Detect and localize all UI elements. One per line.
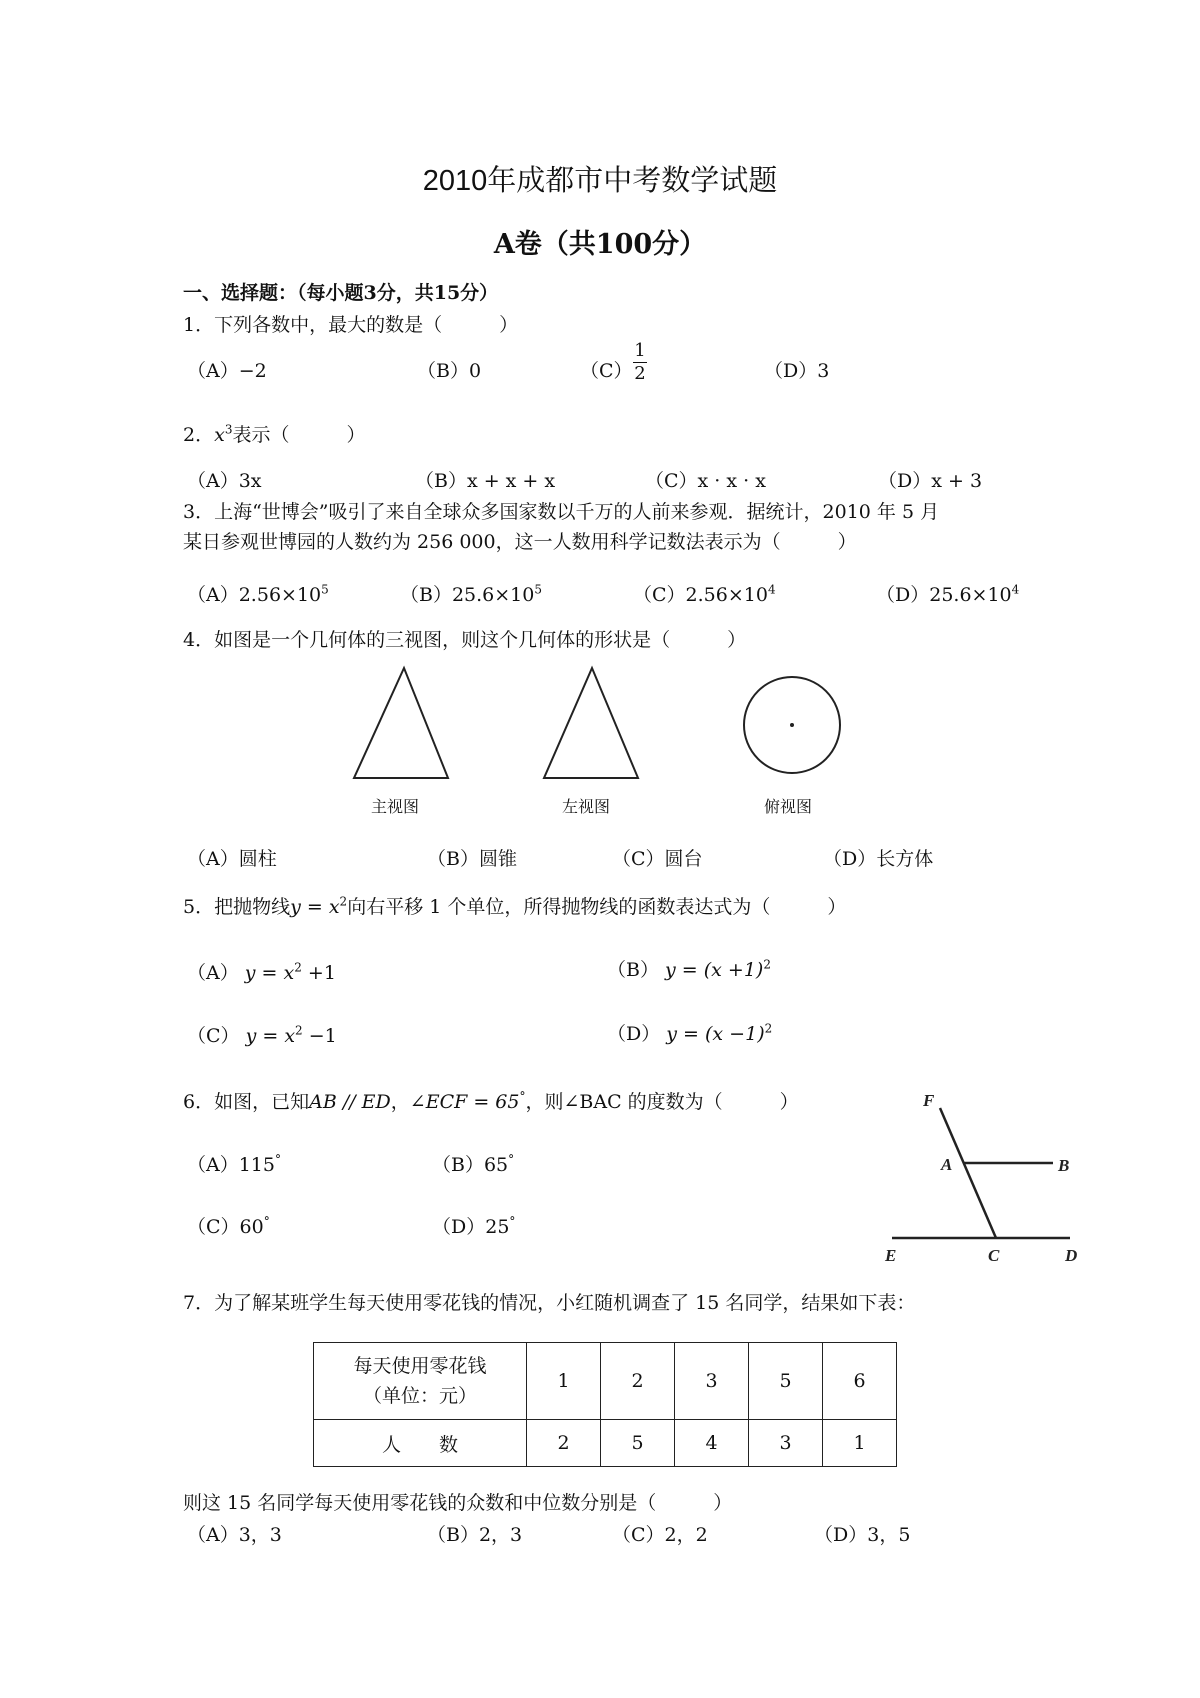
table-cell: 2 [527, 1420, 601, 1467]
q5-stem [183, 892, 846, 919]
point-d-label: D [1065, 1246, 1078, 1265]
table-row [314, 1420, 897, 1467]
q5-option-a-label: （A） [187, 962, 239, 984]
q5-option-c-eq: y = x [245, 1025, 296, 1047]
point-a-label: A [941, 1155, 953, 1174]
point-e-label: E [885, 1246, 897, 1265]
q1-option-c-label: （C） [580, 360, 633, 382]
table-cell: 3 [749, 1420, 823, 1467]
q6-option-d [432, 1212, 515, 1239]
q3-stem-line1: 3．上海“世博会”吸引了来自全球众多国家数以千万的人前来参观．据统计，2010 年 5 月 [183, 501, 940, 523]
table-cell: 3 [675, 1343, 749, 1420]
q6-option-c-deg: ° [263, 1214, 270, 1229]
q6-option-a-deg: ° [275, 1152, 281, 1167]
q6-stem-sep: ， [390, 1091, 410, 1113]
q6-option-d-deg: ° [509, 1214, 516, 1229]
q6-option-d-text: （D）25 [432, 1216, 510, 1238]
q3-option-d-text: （D）25.6×10 [876, 584, 1012, 606]
page-title: 2010年成都市中考数学试题 [422, 165, 778, 197]
side-view-triangle [544, 668, 638, 778]
table-cell: 1 [527, 1343, 601, 1420]
q6-option-b-deg: ° [508, 1152, 515, 1167]
q2-option-b: （B）x + x + x [415, 470, 556, 492]
q3-option-a-exp: 5 [321, 582, 329, 597]
table-header-amount-line1: 每天使用零花钱 [353, 1355, 487, 1377]
q2-option-d: （D）x + 3 [878, 470, 983, 492]
q6-option-b-text: （B）65 [432, 1154, 509, 1176]
q1-fraction-denominator: 2 [634, 363, 646, 384]
q1-option-d: （D）3 [764, 360, 830, 382]
q7-option-d: （D）3，5 [814, 1524, 911, 1546]
q6-option-c [187, 1212, 270, 1239]
q5-option-c-tail: −1 [302, 1025, 337, 1047]
q2-exponent: 3 [224, 422, 233, 437]
q5-option-a [187, 958, 336, 985]
q3-option-a-text: （A）2.56×10 [187, 584, 322, 606]
q5-option-d-exp: 2 [764, 1021, 773, 1036]
q7-option-c: （C）2，2 [612, 1524, 708, 1546]
table-cell: 5 [749, 1343, 823, 1420]
q1-stem: 1．下列各数中，最大的数是（ ） [183, 314, 519, 336]
q5-stem-pre: 5．把抛物线 [183, 896, 291, 918]
q1-fraction-numerator: 1 [634, 340, 646, 361]
q5-option-a-exp: 2 [294, 960, 302, 975]
point-b-label: B [1058, 1156, 1070, 1175]
q3-option-b [400, 580, 542, 607]
q4-option-b: （B）圆锥 [427, 848, 517, 870]
q3-option-b-text: （B）25.6×10 [400, 584, 535, 606]
q6-geometry-figure [860, 1090, 1100, 1270]
q5-option-a-tail: +1 [301, 962, 336, 984]
q6-stem-parallel: AB // ED [309, 1091, 391, 1113]
q5-option-c-label: （C） [187, 1025, 240, 1047]
top-view-center-dot [790, 723, 794, 727]
q2-number: 2． [183, 424, 215, 446]
q2-base: x [214, 424, 225, 446]
q2-option-c: （C）x · x · x [645, 470, 766, 492]
q5-option-a-eq: y = x [244, 962, 295, 984]
q3-option-c-exp: 4 [767, 582, 776, 597]
table-header-amount [314, 1343, 527, 1420]
q7-option-a: （A）3，3 [187, 1524, 282, 1546]
q3-option-d [876, 580, 1019, 607]
q3-option-c-text: （C）2.56×10 [633, 584, 768, 606]
allowance-table [313, 1342, 897, 1467]
q6-option-c-text: （C）60 [187, 1216, 264, 1238]
q6-stem-pre: 6．如图，已知 [183, 1091, 310, 1113]
q2-stem-rest: 表示（ ） [232, 424, 366, 446]
q1-option-c-fraction [633, 340, 647, 385]
q4-option-a: （A）圆柱 [187, 848, 277, 870]
q6-option-a [187, 1150, 281, 1177]
page-subtitle: A卷（共100分） [493, 229, 707, 260]
q5-option-b-label: （B） [607, 959, 659, 981]
q7-follow-up: 则这 15 名同学每天使用零花钱的众数和中位数分别是（ ） [183, 1492, 733, 1514]
point-f-label: F [923, 1091, 935, 1110]
q5-stem-exp: 2 [339, 894, 348, 909]
table-cell: 2 [601, 1343, 675, 1420]
caption-side-view: 左视图 [562, 797, 611, 816]
caption-front-view: 主视图 [371, 797, 420, 816]
q4-option-c: （C）圆台 [612, 848, 703, 870]
table-cell: 1 [823, 1420, 897, 1467]
q5-option-b [607, 955, 771, 982]
q7-option-b: （B）2，3 [427, 1524, 523, 1546]
q5-option-b-eq: y = (x +1) [665, 959, 764, 981]
q5-option-c [187, 1021, 337, 1048]
q3-option-b-exp: 5 [534, 582, 543, 597]
section-heading: 一、选择题：（每小题3分，共15分） [183, 282, 499, 304]
q5-option-b-exp: 2 [763, 957, 771, 972]
q3-stem-line2: 某日参观世博园的人数约为 256 000，这一人数用科学记数法表示为（ ） [183, 531, 857, 553]
q1-option-a: （A）−2 [187, 360, 267, 382]
q5-option-c-exp: 2 [295, 1023, 303, 1038]
q5-option-d-label: （D） [607, 1023, 661, 1045]
table-cell: 5 [601, 1420, 675, 1467]
q7-stem: 7．为了解某班学生每天使用零花钱的情况，小红随机调查了 15 名同学，结果如下表： [183, 1292, 916, 1314]
table-row [314, 1343, 897, 1420]
q6-stem-angle: ∠ECF = 65 [409, 1091, 520, 1113]
q6-stem [183, 1087, 799, 1114]
q2-stem [183, 420, 365, 447]
table-header-amount-line2: （单位：元） [362, 1385, 477, 1407]
q2-option-a: （A）3x [187, 470, 262, 492]
q6-option-a-text: （A）115 [187, 1154, 275, 1176]
table-header-count: 人 数 [314, 1420, 527, 1467]
q3-option-a [187, 580, 329, 607]
q5-stem-post: 向右平移 1 个单位，所得抛物线的函数表达式为（ ） [347, 896, 847, 918]
q5-stem-equation: y = x [290, 896, 340, 918]
q4-option-d: （D）长方体 [823, 848, 934, 870]
q1-option-b: （B）0 [417, 360, 482, 382]
q4-stem: 4．如图是一个几何体的三视图，则这个几何体的形状是（ ） [183, 629, 747, 651]
front-view-triangle [354, 668, 448, 778]
table-cell: 6 [823, 1343, 897, 1420]
q5-option-d-eq: y = (x −1) [666, 1023, 765, 1045]
caption-top-view: 俯视图 [764, 797, 813, 816]
q6-option-b [432, 1150, 514, 1177]
point-c-label: C [988, 1246, 1000, 1265]
q5-option-d [607, 1019, 772, 1046]
q3-option-c [633, 580, 776, 607]
q3-option-d-exp: 4 [1011, 582, 1020, 597]
q6-stem-degree: ° [519, 1089, 526, 1104]
q6-stem-post: ，则∠BAC 的度数为（ ） [525, 1091, 799, 1113]
table-cell: 4 [675, 1420, 749, 1467]
